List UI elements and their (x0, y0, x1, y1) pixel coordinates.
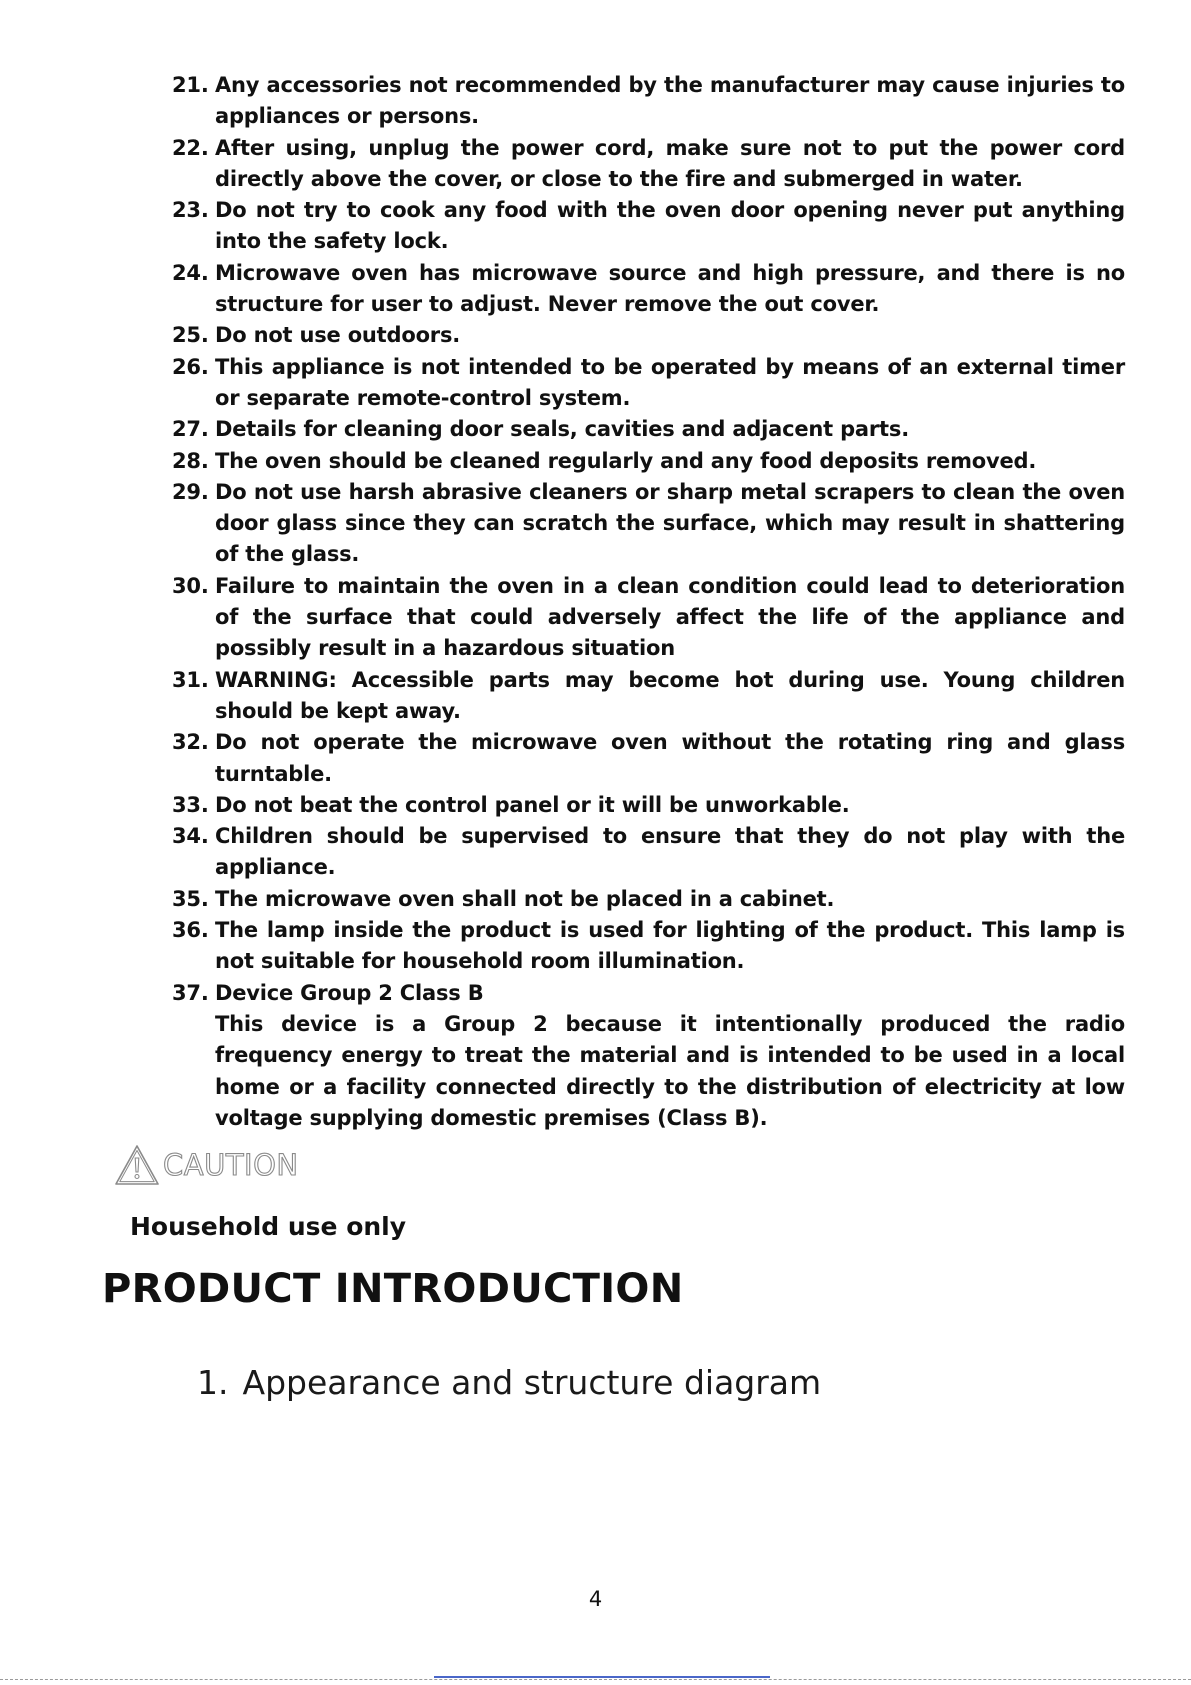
item-number: 34. (172, 824, 209, 849)
household-use-note: Household use only (130, 1212, 407, 1241)
list-item (172, 978, 1125, 1134)
page-number: 4 (588, 1587, 603, 1611)
item-number: 33. (172, 792, 209, 817)
item-text: Any accessories not recommended by the manufacturer may cause injuries to appliances or persons. (215, 73, 1125, 129)
item-text: Do not try to cook any food with the oven door opening never put anything into the safety lock. (215, 198, 1125, 254)
list-item (172, 258, 1125, 321)
item-text: Children should be supervised to ensure that they do not play with the appliance. (215, 824, 1125, 880)
item-text: WARNING: Accessible parts may become hot during use. Young children should be kept away. (215, 667, 1125, 723)
list-item (172, 665, 1125, 728)
item-number: 28. (172, 448, 209, 473)
item-number: 32. (172, 730, 209, 755)
item-number: 31. (172, 667, 209, 692)
item-number: 30. (172, 573, 209, 598)
item-text: Microwave oven has microwave source and high pressure, and there is no structure for user to adjust. Never remove the out cover. (215, 260, 1125, 317)
item-text: The lamp inside the product is used for lighting of the product. This lamp is not suitable for household room illumination. (215, 918, 1125, 974)
list-item (172, 70, 1125, 133)
item-text: This appliance is not intended to be operated by means of an external timer or separate remote-control system. (215, 354, 1125, 410)
item-text: Failure to maintain the oven in a clean condition could lead to deterioration of the surface that could adversely affect the life of the appliance and possibly result in a hazardous situation (215, 573, 1125, 661)
caution-label (113, 1143, 299, 1187)
item-text: Do not use outdoors. (215, 323, 461, 348)
list-item (172, 821, 1125, 884)
item-text: Do not use harsh abrasive cleaners or sharp metal scrapers to clean the oven door glass since they can scratch the surface, which may result in shattering of the glass. (215, 479, 1125, 567)
page-bottom-blue-rule (434, 1676, 770, 1678)
section-title: PRODUCT INTRODUCTION (102, 1266, 684, 1312)
item-number: 27. (172, 417, 209, 442)
item-text: The microwave oven shall not be placed in a cabinet. (215, 886, 835, 911)
item-text: Details for cleaning door seals, cavities and adjacent parts. (215, 417, 909, 442)
list-item (172, 320, 1125, 351)
item-text: Do not operate the microwave oven without the rotating ring and glass turntable. (215, 730, 1125, 786)
list-item (172, 884, 1125, 915)
item-number: 35. (172, 886, 209, 911)
item-text: Device Group 2 Class B (215, 980, 484, 1005)
item-number: 23. (172, 198, 209, 223)
item-number: 25. (172, 323, 209, 348)
list-item (172, 727, 1125, 790)
item-text: After using, unplug the power cord, make sure not to put the power cord directly above the cover, or close to the fire and submerged in water. (215, 135, 1125, 191)
item-number: 29. (172, 479, 209, 504)
item-number: 36. (172, 918, 209, 943)
list-item (172, 352, 1125, 415)
item-number: 21. (172, 73, 209, 97)
item-extra-text: This device is a Group 2 because it intentionally produced the radio frequency energy to treat the material and is intended to be used in a local home or a facility connected directly to the distribution of electricity at low voltage supplying domestic premises (Class B). (215, 1011, 1125, 1130)
list-item (172, 195, 1125, 258)
item-text: The oven should be cleaned regularly and any food deposits removed. (215, 448, 1037, 473)
item-text: Do not beat the control panel or it will be unworkable. (215, 792, 850, 817)
list-item (172, 915, 1125, 978)
item-number: 37. (172, 980, 209, 1005)
caution-word: CAUTION (163, 1148, 299, 1182)
warning-triangle-icon (113, 1143, 161, 1187)
item-number: 22. (172, 135, 209, 160)
list-item (172, 790, 1125, 821)
item-number: 24. (172, 260, 209, 285)
list-item (172, 446, 1125, 477)
subsection-title: Appearance and structure diagram (242, 1363, 822, 1402)
page-bottom-dotted-rule (0, 1679, 1191, 1680)
list-item (172, 133, 1125, 196)
list-item (172, 571, 1125, 665)
subsection-number: 1. (197, 1363, 229, 1402)
subsection-heading (197, 1360, 821, 1406)
safety-instructions-list (172, 70, 1125, 1134)
item-number: 26. (172, 354, 209, 379)
list-item (172, 477, 1125, 571)
list-item (172, 414, 1125, 445)
